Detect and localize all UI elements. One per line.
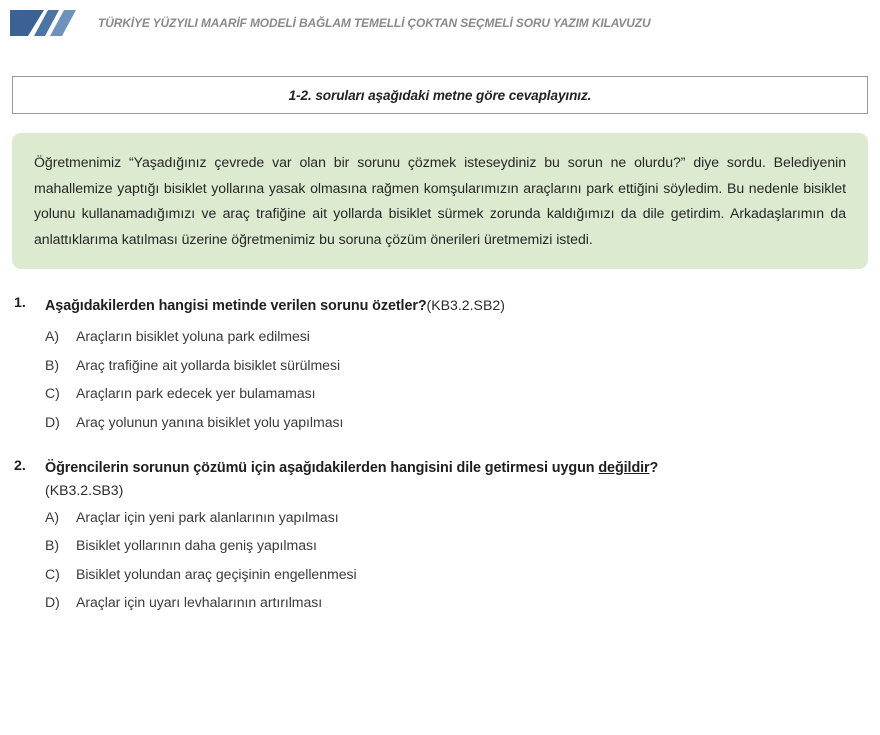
option-text: Bisiklet yolundan araç geçişinin engellenmesi [76, 565, 357, 582]
option-text: Bisiklet yollarının daha geniş yapılması [76, 537, 317, 553]
question-stem-emphasis: değildir [598, 459, 650, 476]
option-letter: B) [45, 356, 60, 373]
options-list [12, 509, 868, 611]
question-stem-main: Aşağıdakilerden hangisi metinde verilen sorunu özetler? [45, 298, 427, 314]
option-text: Araç trafiğine ait yollarda bisiklet sürülmesi [76, 356, 341, 373]
page-title: TÜRKİYE YÜZYILI MAARİF MODELİ BAĞLAM TEMELLİ ÇOKTAN SEÇMELİ SORU YAZIM KILAVUZU [98, 16, 651, 30]
option-text: Araçlar için uyarı levhalarının artırılması [76, 594, 323, 610]
option-text: Araçların bisiklet yoluna park edilmesi [76, 328, 310, 344]
instruction-box [12, 76, 868, 114]
question-stem [45, 298, 505, 314]
question-body [45, 458, 868, 498]
questions-list [0, 295, 880, 610]
option-letter: B) [45, 537, 60, 553]
option-item[interactable] [12, 357, 868, 373]
option-item[interactable] [12, 385, 868, 401]
option-item[interactable] [12, 414, 868, 430]
option-item[interactable] [12, 509, 868, 525]
page-header [0, 0, 880, 46]
option-text: Araçların park edecek yer bulamaması [76, 385, 316, 401]
question-heading [12, 458, 868, 498]
option-letter: D) [45, 594, 60, 610]
question-heading [12, 295, 868, 317]
option-letter: A) [45, 508, 60, 525]
skill-code: (KB3.2.SB3) [45, 481, 124, 498]
question-stem-tail: ? [649, 459, 659, 476]
option-item[interactable] [12, 328, 868, 344]
passage-text: Öğretmenimiz “Yaşadığınız çevrede var olan bir sorunu çözmek isteseydiniz bu sorun ne olurdu?” diye sordu. Belediyenin mahallemize yaptığı bisiklet yollarına yasak olmasına rağmen komşularımızın araçlarını park ettiğini söyledim. Bu nedenle bisiklet yolunu kullanamadığımızı ve araç trafiğine ait yollarda bisiklet sürmek zorunda kaldığımızı da dile getirdim. Arkadaşlarımın da anlattıklarıma katılması üzerine öğretmenimiz bu soruna çözüm önerileri üretmemizi istedi. [34, 154, 846, 247]
option-item[interactable] [12, 566, 868, 582]
option-letter: D) [45, 413, 60, 430]
skill-code: (KB3.2.SB2) [426, 297, 505, 313]
instruction-text: 1-2. soruları aşağıdaki metne göre cevaplayınız. [288, 87, 592, 103]
question-block [12, 295, 868, 430]
question-number: 2. [14, 457, 26, 474]
question-block [12, 458, 868, 611]
question-stem-main: Öğrencilerin sorunun çözümü için aşağıdakilerden hangisini dile getirmesi uygun [45, 459, 599, 476]
options-list [12, 328, 868, 430]
option-item[interactable] [12, 537, 868, 553]
option-text: Araçlar için yeni park alanlarının yapılması [76, 508, 339, 525]
option-letter: C) [45, 385, 60, 401]
option-item[interactable] [12, 594, 868, 610]
option-letter: C) [45, 565, 60, 582]
maarif-model-logo-icon [10, 10, 76, 36]
question-body [45, 295, 868, 317]
question-number: 1. [14, 295, 26, 311]
option-text: Araç yolunun yanına bisiklet yolu yapılması [76, 413, 344, 430]
question-stem [45, 460, 658, 476]
passage-box [12, 133, 868, 269]
option-letter: A) [45, 328, 60, 344]
